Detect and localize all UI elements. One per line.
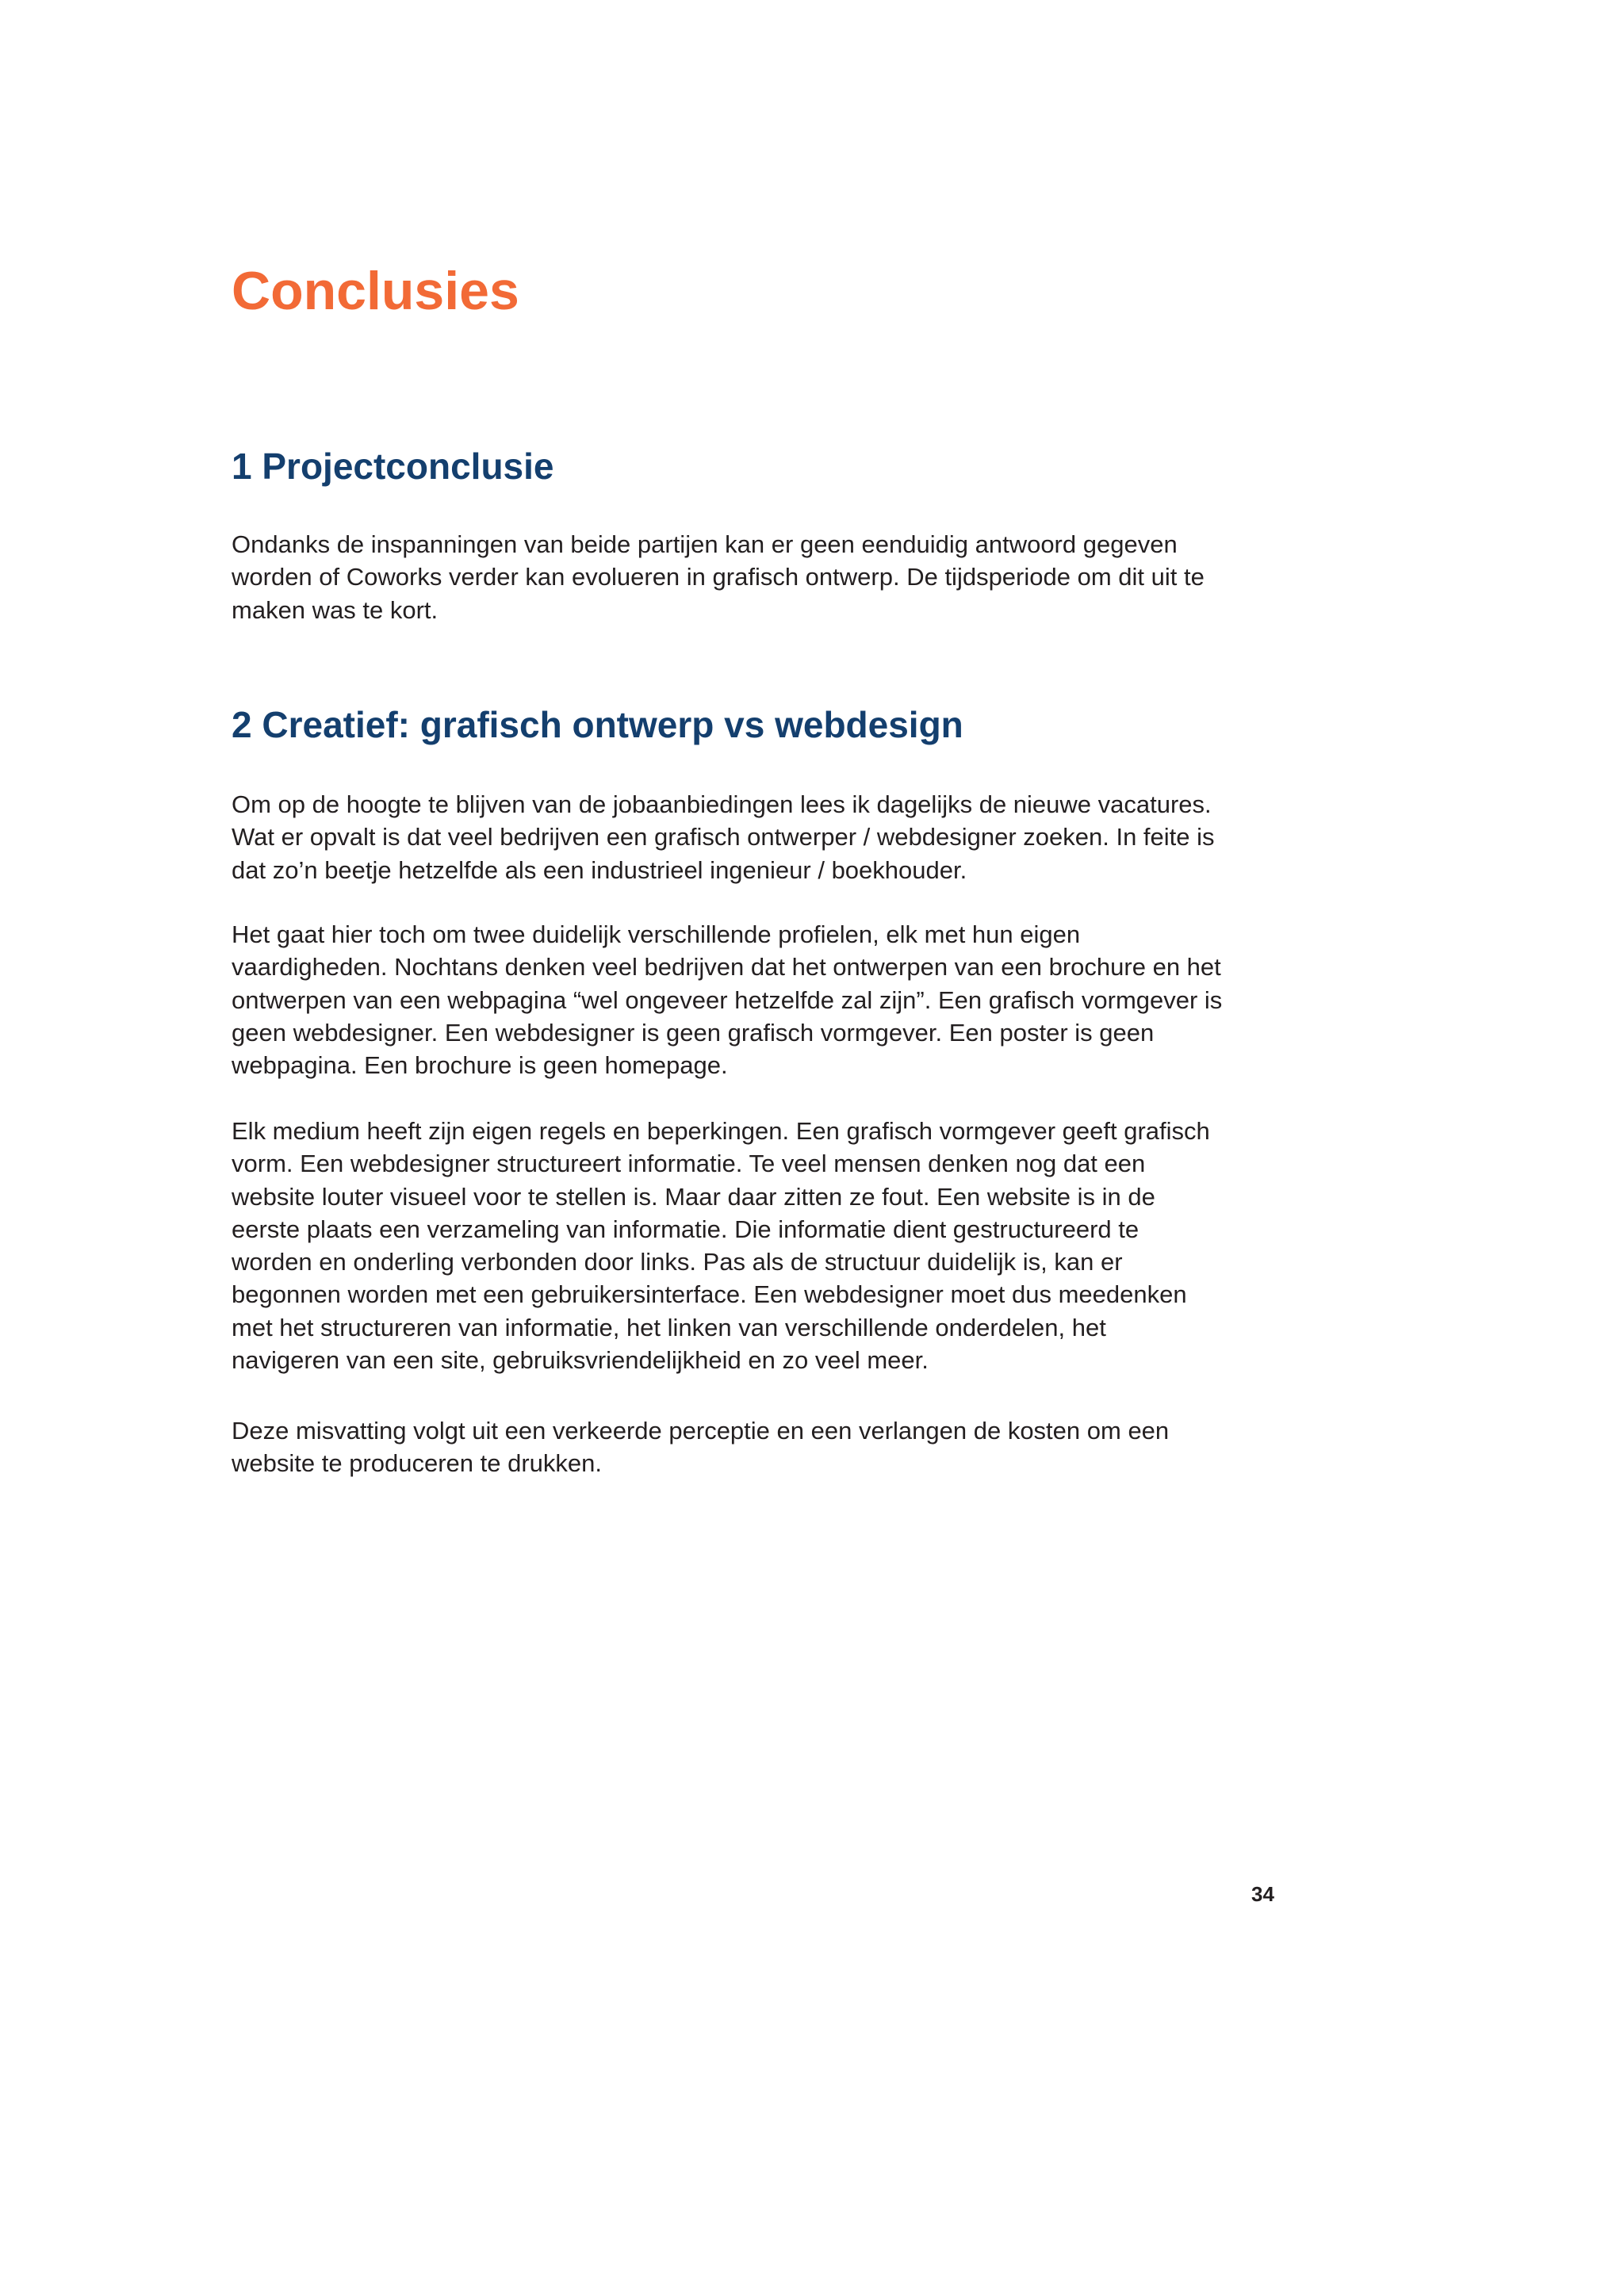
page-title: Conclusies	[232, 261, 519, 321]
paragraph-line: website te produceren te drukken.	[232, 1449, 602, 1478]
paragraph-line: met het structureren van informatie, het linken van verschillende onderdelen, het	[232, 1313, 1106, 1341]
paragraph-line: ontwerpen van een webpagina “wel ongeveer hetzelfde zal zijn”. Een grafisch vormgever is	[232, 985, 1223, 1014]
paragraph-line: worden en onderling verbonden door links. Pas als de structuur duidelijk is, kan er	[232, 1248, 1123, 1276]
paragraph-line: eerste plaats een verzameling van informatie. Die informatie dient gestructureerd te	[232, 1215, 1139, 1243]
paragraph-line: begonnen worden met een gebruikersinterface. Een webdesigner moet dus meedenken	[232, 1280, 1187, 1309]
paragraph-line: Om op de hoogte te blijven van de jobaanbiedingen lees ik dagelijks de nieuwe vacatures.	[232, 790, 1212, 818]
page-number: 34	[1251, 1882, 1274, 1906]
paragraph-line: webpagina. Een brochure is geen homepage.	[232, 1051, 728, 1080]
paragraph-line: vaardigheden. Nochtans denken veel bedrijven dat het ontwerpen van een brochure en het	[232, 953, 1221, 982]
paragraph-line: Deze misvatting volgt uit een verkeerde perceptie en een verlangen de kosten om een	[232, 1417, 1170, 1445]
section-heading-creatief: 2 Creatief: grafisch ontwerp vs webdesign	[232, 704, 963, 745]
paragraph-medium	[232, 1115, 1310, 1376]
paragraph-projectconclusie	[232, 528, 1310, 626]
paragraph-line: maken was te kort.	[232, 595, 439, 624]
paragraph-line: vorm. Een webdesigner structureert informatie. Te veel mensen denken nog dat een	[232, 1150, 1146, 1178]
paragraph-line: dat zo’n beetje hetzelfde als een industrieel ingenieur / boekhouder.	[232, 855, 967, 884]
paragraph-line: worden of Coworks verder kan evolueren in grafisch ontwerp. De tijdsperiode om dit uit te	[232, 563, 1205, 591]
paragraph-misvatting	[232, 1414, 1310, 1480]
section-heading-projectconclusie: 1 Projectconclusie	[232, 446, 554, 487]
paragraph-line: geen webdesigner. Een webdesigner is geen grafisch vormgever. Een poster is geen	[232, 1018, 1155, 1047]
paragraph-line: navigeren van een site, gebruiksvriendelijkheid en zo veel meer.	[232, 1346, 929, 1375]
paragraph-line: Wat er opvalt is dat veel bedrijven een grafisch ontwerper / webdesigner zoeken. In feite is	[232, 823, 1215, 851]
paragraph-vacatures	[232, 788, 1310, 886]
paragraph-profielen	[232, 918, 1310, 1081]
paragraph-line: Ondanks de inspanningen van beide partijen kan er geen eenduidig antwoord gegeven	[232, 530, 1178, 558]
paragraph-line: Elk medium heeft zijn eigen regels en beperkingen. Een grafisch vormgever geeft grafisch	[232, 1117, 1210, 1145]
paragraph-line: website louter visueel voor te stellen is. Maar daar zitten ze fout. Een website is in de	[232, 1182, 1155, 1211]
paragraph-line: Het gaat hier toch om twee duidelijk verschillende profielen, elk met hun eigen	[232, 920, 1081, 948]
